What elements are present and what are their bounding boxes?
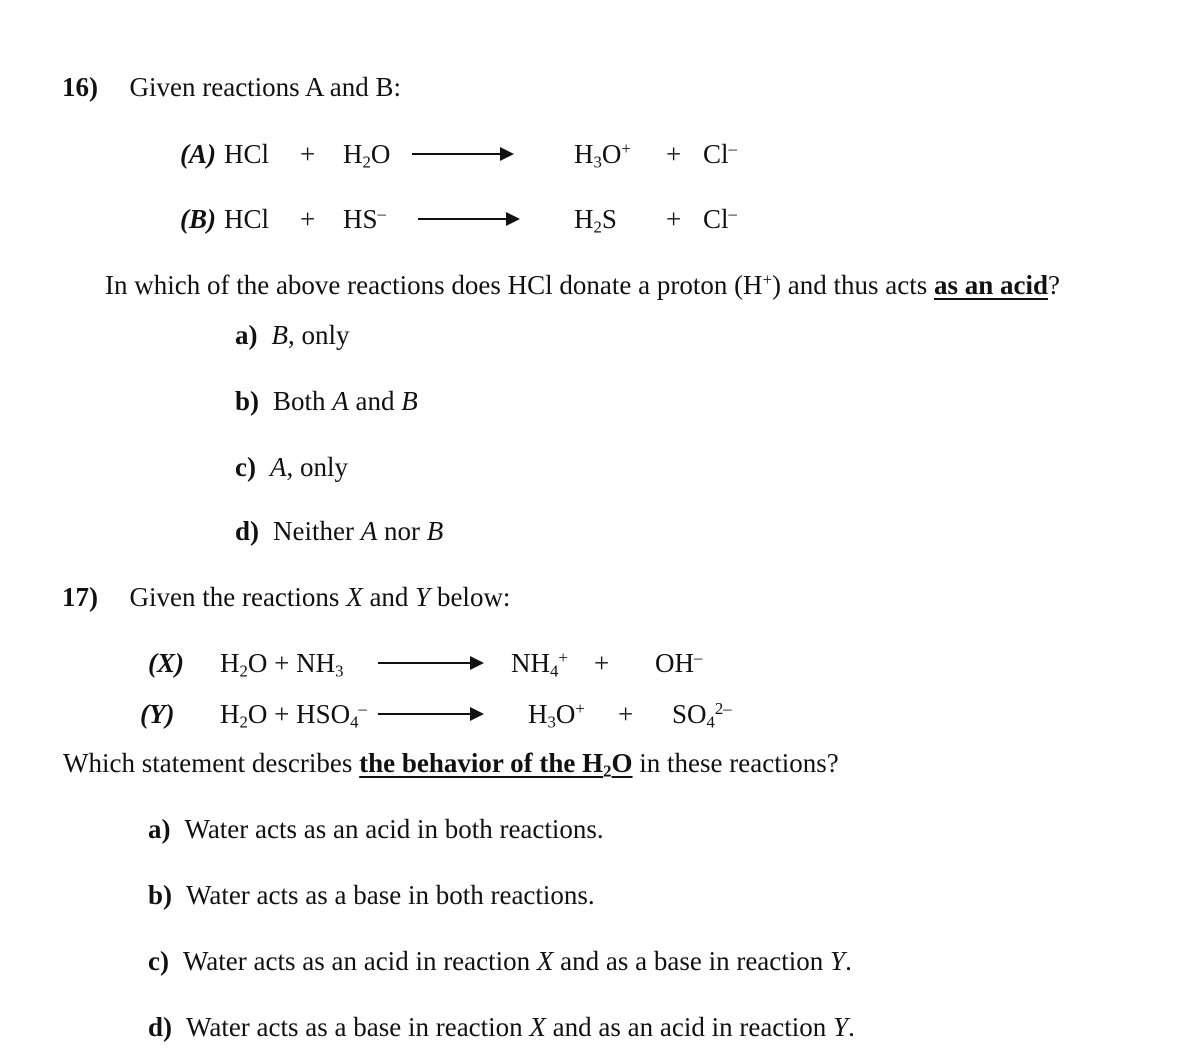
plus-sign: + xyxy=(666,204,682,234)
emphasis-as-an-acid: as an acid xyxy=(933,270,1049,300)
product-chloride: Cl– xyxy=(703,138,737,169)
product-ammonium: $NH_4^+$ xyxy=(511,647,568,681)
option-d[interactable] xyxy=(148,1014,855,1041)
reaction-label: (A) xyxy=(180,139,216,169)
question-number: 16) xyxy=(62,72,98,102)
product-hydronium: $H_3O^+$ xyxy=(574,138,631,172)
question-17-prompt: Which statement describes the behavior of the $H_2O$ in these reactions? xyxy=(63,748,839,781)
reaction-label: (Y) xyxy=(140,699,175,729)
reaction-label: (X) xyxy=(148,648,184,678)
option-text: Water acts as an acid in both reactions. xyxy=(184,814,604,844)
reaction-arrow xyxy=(378,662,482,664)
option-letter: a) xyxy=(148,814,171,844)
option-a[interactable] xyxy=(148,816,604,843)
emphasis-behavior-of-water: the behavior of the $H_2O$ xyxy=(359,748,633,781)
plus-sign: + xyxy=(594,648,610,678)
plus-sign: + xyxy=(300,204,316,234)
reaction-arrow xyxy=(412,153,512,155)
question-number: 17) xyxy=(62,582,98,612)
question-16-prompt: In which of the above reactions does HCl donate a proton (H+) and thus acts as an acid? xyxy=(105,269,1060,300)
reactant-hcl: HCl xyxy=(224,139,270,169)
plus-sign: + xyxy=(300,139,316,169)
product-chloride: Cl– xyxy=(703,203,737,234)
option-c[interactable] xyxy=(235,454,348,481)
reaction-arrow xyxy=(418,218,518,220)
option-a[interactable] xyxy=(235,322,350,349)
plus-sign: + xyxy=(666,139,682,169)
option-b[interactable] xyxy=(148,882,595,909)
option-text: Water acts as a base in reaction X and as an acid in reaction Y. xyxy=(186,1012,855,1042)
product-sulfate: $SO_4^{2-}$ xyxy=(672,698,732,732)
option-text: Neither A nor B xyxy=(273,516,444,546)
option-letter: b) xyxy=(235,386,260,416)
option-letter: c) xyxy=(235,452,256,482)
reactants: $H_2O + NH_3$ xyxy=(220,648,344,681)
option-text: B, only xyxy=(271,320,350,350)
option-text: A, only xyxy=(269,452,348,482)
reactants: $H_2O + HSO_4^-$ xyxy=(220,698,367,732)
option-letter: d) xyxy=(235,516,260,546)
option-letter: d) xyxy=(148,1012,173,1042)
option-text: Water acts as an acid in reaction X and as a base in reaction Y. xyxy=(182,946,852,976)
product-hydrogen-sulfide: $H_2S$ xyxy=(574,204,617,237)
question-17-header xyxy=(62,584,510,611)
plus-sign: + xyxy=(618,699,634,729)
reactant-hydrosulfide: HS– xyxy=(343,203,386,234)
product-hydroxide: OH– xyxy=(655,647,703,678)
option-b[interactable] xyxy=(235,388,418,415)
reactant-hcl: HCl xyxy=(224,204,270,234)
reactant-water: $H_2O$ xyxy=(343,139,391,172)
option-text: Both A and B xyxy=(273,386,418,416)
question-16-header xyxy=(62,74,401,101)
reaction-label: (B) xyxy=(180,204,216,234)
option-letter: b) xyxy=(148,880,173,910)
question-stem: Given the reactions X and Y below: xyxy=(129,582,511,612)
question-stem: Given reactions A and B: xyxy=(129,72,401,102)
option-letter: c) xyxy=(148,946,169,976)
product-hydronium: $H_3O^+$ xyxy=(528,698,585,732)
option-text: Water acts as a base in both reactions. xyxy=(186,880,595,910)
option-c[interactable] xyxy=(148,948,852,975)
option-letter: a) xyxy=(235,320,258,350)
option-d[interactable] xyxy=(235,518,443,545)
reaction-arrow xyxy=(378,713,482,715)
